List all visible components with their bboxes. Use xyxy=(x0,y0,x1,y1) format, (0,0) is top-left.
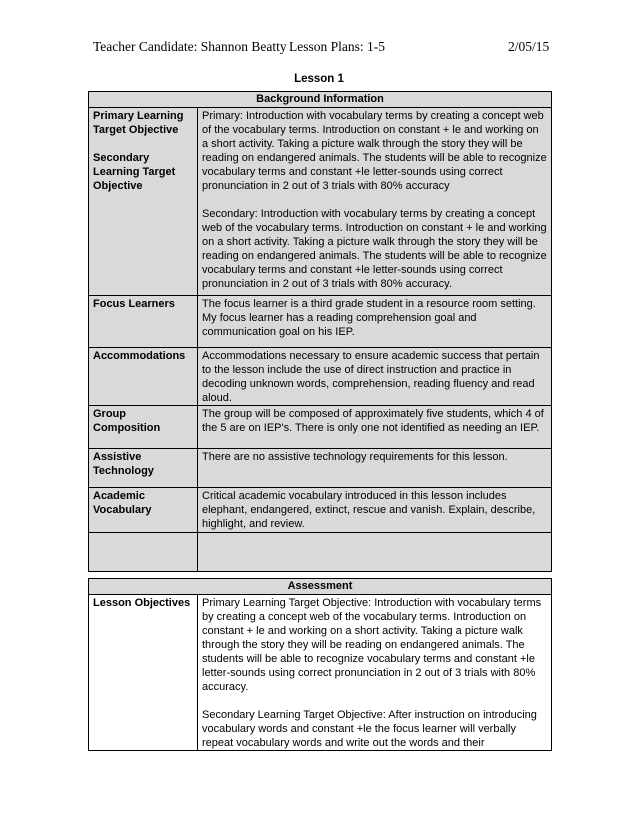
table-row-assistive-technology xyxy=(89,449,552,488)
header-date: 2/05/15 xyxy=(508,39,550,54)
focus-learners-text: The focus learner is a third grade student in a resource room setting. My focus learner has a reading comprehension goal and communication goal on his IEP. xyxy=(198,296,552,348)
background-information-table xyxy=(88,91,552,572)
table-row-objective xyxy=(89,108,552,296)
primary-objective-text: Primary: Introduction with vocabulary terms by creating a concept web of the vocabulary terms. Introduction on constant + le and working on a short activity. Taking a picture walk through the story they will be reading on endangered animals. The students will be able to recognize vocabulary terms and constant +le letter-sounds using correct pronunciation in 2 out of 3 trials with 80% accuracy xyxy=(202,110,547,192)
table-row-academic-vocabulary xyxy=(89,488,552,533)
table-row-empty xyxy=(89,533,552,572)
objective-label-cell xyxy=(89,108,198,296)
focus-learners-label: Focus Learners xyxy=(89,296,198,348)
table-row-lesson-objectives xyxy=(89,595,552,751)
secondary-objective-label: Secondary Learning Target Objective xyxy=(93,152,176,192)
lesson-objectives-text-cell xyxy=(198,595,552,751)
assistive-technology-label: Assistive Technology xyxy=(89,449,198,488)
header-lesson-plans: Lesson Plans: 1-5 xyxy=(289,39,385,54)
assessment-table xyxy=(88,578,552,751)
lesson-objectives-label: Lesson Objectives xyxy=(89,595,198,751)
objective-text-cell xyxy=(198,108,552,296)
accommodations-text: Accommodations necessary to ensure academic success that pertain to the lesson include the use of direct instruction and practice in decoding unknown words, comprehension, reading fluency and read aloud. xyxy=(198,348,552,406)
academic-vocabulary-text: Critical academic vocabulary introduced in this lesson includes elephant, endangered, extinct, rescue and vanish. Explain, describe, highlight, and review. xyxy=(198,488,552,533)
assessment-heading: Assessment xyxy=(89,579,552,595)
assessment-secondary-text: Secondary Learning Target Objective: After instruction on introducing vocabulary words and constant +le the focus learner will verbally repeat vocabulary words and write out the words and their xyxy=(202,709,537,749)
empty-label-cell xyxy=(89,533,198,572)
primary-objective-label: Primary Learning Target Objective xyxy=(93,110,184,136)
empty-text-cell xyxy=(198,533,552,572)
accommodations-label: Accommodations xyxy=(89,348,198,406)
background-heading: Background Information xyxy=(89,92,552,108)
secondary-objective-text: Secondary: Introduction with vocabulary terms by creating a concept web of the vocabulary terms. Introduction on constant + le and working on a short activity. Taking a picture walk through the story they will be reading on endangered animals. The students will be able to recognize vocabulary terms and constant +le letter-sounds using correct pronunciation in 2 out of 3 trials with 80% accuracy. xyxy=(202,208,547,290)
group-composition-label: Group Composition xyxy=(89,406,198,449)
assessment-primary-text: Primary Learning Target Objective: Introduction with vocabulary terms by creating a concept web of the vocabulary terms. Introduction on constant + le and working on a short activity. Taking a picture walk through the story they will be reading on endangered animals. The students will be able to recognize vocabulary terms and constant +le letter-sounds using correct pronunciation in 2 out of 3 trials with 80% accuracy. xyxy=(202,597,542,693)
lesson-title: Lesson 1 xyxy=(294,73,344,85)
group-composition-text: The group will be composed of approximately five students, which 4 of the 5 are on IEP's. There is only one not identified as needing an IEP. xyxy=(198,406,552,449)
table-row-accommodations xyxy=(89,348,552,406)
academic-vocabulary-label: Academic Vocabulary xyxy=(89,488,198,533)
header-candidate: Teacher Candidate: Shannon Beatty xyxy=(93,39,287,54)
assistive-technology-text: There are no assistive technology requirements for this lesson. xyxy=(198,449,552,488)
table-row-group-composition xyxy=(89,406,552,449)
table-row-focus-learners xyxy=(89,296,552,348)
